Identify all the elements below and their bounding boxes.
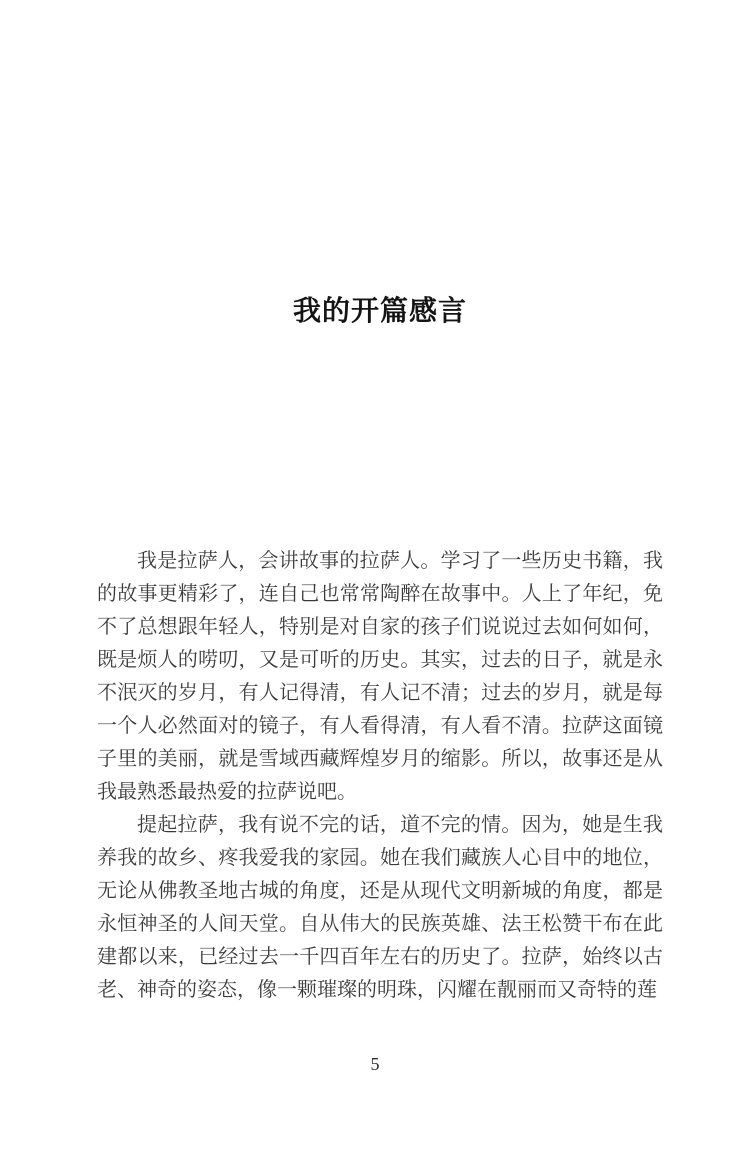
paragraph-2: 提起拉萨，我有说不完的话，道不完的情。因为，她是生我养我的故乡、疼我爱我的家园。她在我们藏族人心目中的地位，无论从佛教圣地古城的角度，还是从现代文明新城的角度，都是永恒神圣的人间天堂。自从伟大的民族英雄、法王松赞干布在此建都以来，已经过去一千四百年左右的历史了。拉萨，始终以古老、神奇的姿态，像一颗璀璨的明珠，闪耀在靓丽而又奇特的莲 — [97, 814, 663, 1001]
chapter-title: 我的开篇感言 — [292, 296, 467, 327]
paragraph-1: 我是拉萨人，会讲故事的拉萨人。学习了一些历史书籍，我的故事更精彩了，连自己也常常陶醉在故事中。人上了年纪，免不了总想跟年轻人，特别是对自家的孩子们说说过去如何如何，既是烦人的唠叨，又是可听的历史。其实，过去的日子，就是永不泯灭的岁月，有人记得清，有人记不清；过去的岁月，就是每一个人必然面对的镜子，有人看得清，有人看不清。拉萨这面镜子里的美丽，就是雪域西藏辉煌岁月的缩影。所以，故事还是从我最熟悉最热爱的拉萨说吧。 — [97, 550, 663, 803]
body-text — [97, 545, 663, 1007]
page-number: 5 — [370, 1054, 380, 1074]
